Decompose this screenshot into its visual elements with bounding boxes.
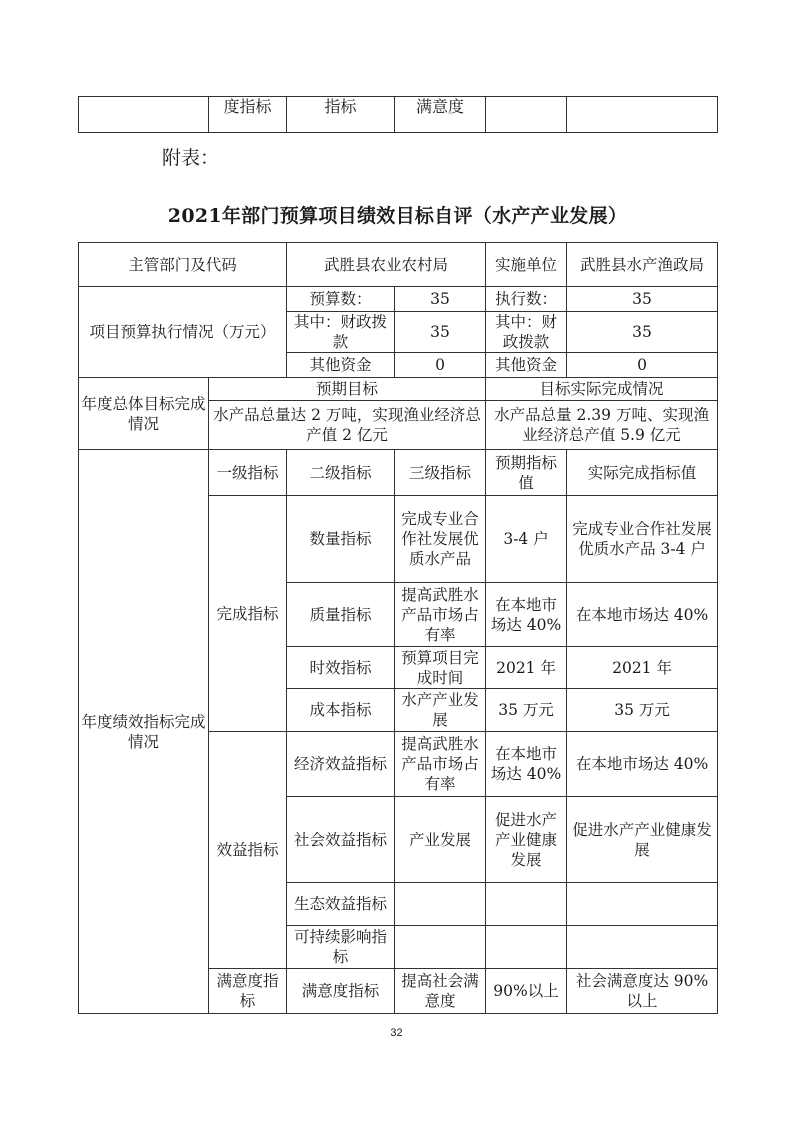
actual-cell: 促进水产产业健康发展 <box>567 797 718 883</box>
other-label: 其他资金 <box>486 353 567 378</box>
table-row <box>79 378 718 401</box>
budget-plan-value: 35 <box>395 287 486 312</box>
l3-cell: 水产产业发展 <box>395 689 486 732</box>
fragment-cell: 指标 <box>287 97 395 133</box>
fiscal-exec: 35 <box>567 312 718 353</box>
l2-cell: 成本指标 <box>287 689 395 732</box>
l3-cell: 完成专业合作社发展优质水产品 <box>395 496 486 583</box>
expected-cell: 3-4 户 <box>486 496 567 583</box>
performance-table <box>78 242 718 1014</box>
indicator-header: 预期指标值 <box>486 450 567 496</box>
table-row <box>79 287 718 312</box>
l2-cell: 数量指标 <box>287 496 395 583</box>
l3-cell <box>395 883 486 926</box>
unit-label: 实施单位 <box>486 243 567 287</box>
other-label: 其他资金 <box>287 353 395 378</box>
actual-cell: 在本地市场达 40% <box>567 583 718 647</box>
expected-header: 预期目标 <box>209 378 486 401</box>
fragment-cell <box>567 97 718 133</box>
appendix-label: 附表： <box>162 147 220 169</box>
annual-goal-label: 年度总体目标完成情况 <box>79 378 209 450</box>
actual-cell <box>567 926 718 969</box>
actual-cell: 2021 年 <box>567 647 718 689</box>
expected-cell: 35 万元 <box>486 689 567 732</box>
expected-cell: 在本地市场达 40% <box>486 732 567 797</box>
indicator-header: 一级指标 <box>209 450 287 496</box>
indicator-header: 三级指标 <box>395 450 486 496</box>
expected-cell: 促进水产产业健康发展 <box>486 797 567 883</box>
l3-cell: 提高武胜水产品市场占有率 <box>395 732 486 797</box>
budget-exec-label: 执行数： <box>486 287 567 312</box>
l3-cell: 产业发展 <box>395 797 486 883</box>
budget-plan-label: 预算数： <box>287 287 395 312</box>
group-satisfaction: 满意度指标 <box>209 969 287 1014</box>
other-plan: 0 <box>395 353 486 378</box>
l3-cell <box>395 926 486 969</box>
fragment-cell: 度指标 <box>209 97 287 133</box>
l2-cell: 满意度指标 <box>287 969 395 1014</box>
expected-cell: 在本地市场达 40% <box>486 583 567 647</box>
l2-cell: 经济效益指标 <box>287 732 395 797</box>
group-completion: 完成指标 <box>209 496 287 732</box>
other-exec: 0 <box>567 353 718 378</box>
budget-label: 项目预算执行情况（万元） <box>79 287 287 378</box>
l2-cell: 时效指标 <box>287 647 395 689</box>
group-benefit: 效益指标 <box>209 732 287 969</box>
l3-cell: 预算项目完成时间 <box>395 647 486 689</box>
table-row <box>79 450 718 496</box>
fragment-cell <box>486 97 567 133</box>
actual-cell: 社会满意度达 90%以上 <box>567 969 718 1014</box>
fiscal-plan: 35 <box>395 312 486 353</box>
expected-cell <box>486 926 567 969</box>
previous-table-fragment <box>78 96 718 133</box>
l3-cell: 提高武胜水产品市场占有率 <box>395 583 486 647</box>
indicators-label: 年度绩效指标完成情况 <box>79 450 209 1014</box>
unit-value: 武胜县水产渔政局 <box>567 243 718 287</box>
l2-cell: 生态效益指标 <box>287 883 395 926</box>
dept-label: 主管部门及代码 <box>79 243 287 287</box>
actual-cell: 完成专业合作社发展优质水产品 3-4 户 <box>567 496 718 583</box>
indicator-header: 二级指标 <box>287 450 395 496</box>
fiscal-label: 其中：财政拨款 <box>486 312 567 353</box>
actual-cell: 35 万元 <box>567 689 718 732</box>
l3-cell: 提高社会满意度 <box>395 969 486 1014</box>
table-row <box>79 243 718 287</box>
expected-cell <box>486 883 567 926</box>
l2-cell: 可持续影响指标 <box>287 926 395 969</box>
actual-text: 水产品总量 2.39 万吨、实现渔业经济总产值 5.9 亿元 <box>486 401 718 450</box>
actual-cell: 在本地市场达 40% <box>567 732 718 797</box>
budget-exec-value: 35 <box>567 287 718 312</box>
expected-cell: 90%以上 <box>486 969 567 1014</box>
expected-text: 水产品总量达 2 万吨，实现渔业经济总产值 2 亿元 <box>209 401 486 450</box>
fragment-empty-cell <box>79 97 209 133</box>
actual-cell <box>567 883 718 926</box>
document-title: 2021年部门预算项目绩效目标自评（水产产业发展） <box>167 205 628 227</box>
dept-value: 武胜县农业农村局 <box>287 243 486 287</box>
page-number: 32 <box>390 1027 403 1039</box>
l2-cell: 质量指标 <box>287 583 395 647</box>
l2-cell: 社会效益指标 <box>287 797 395 883</box>
indicator-header: 实际完成指标值 <box>567 450 718 496</box>
fragment-cell: 满意度 <box>395 97 486 133</box>
fiscal-label: 其中：财政拨款 <box>287 312 395 353</box>
expected-cell: 2021 年 <box>486 647 567 689</box>
actual-header: 目标实际完成情况 <box>486 378 718 401</box>
